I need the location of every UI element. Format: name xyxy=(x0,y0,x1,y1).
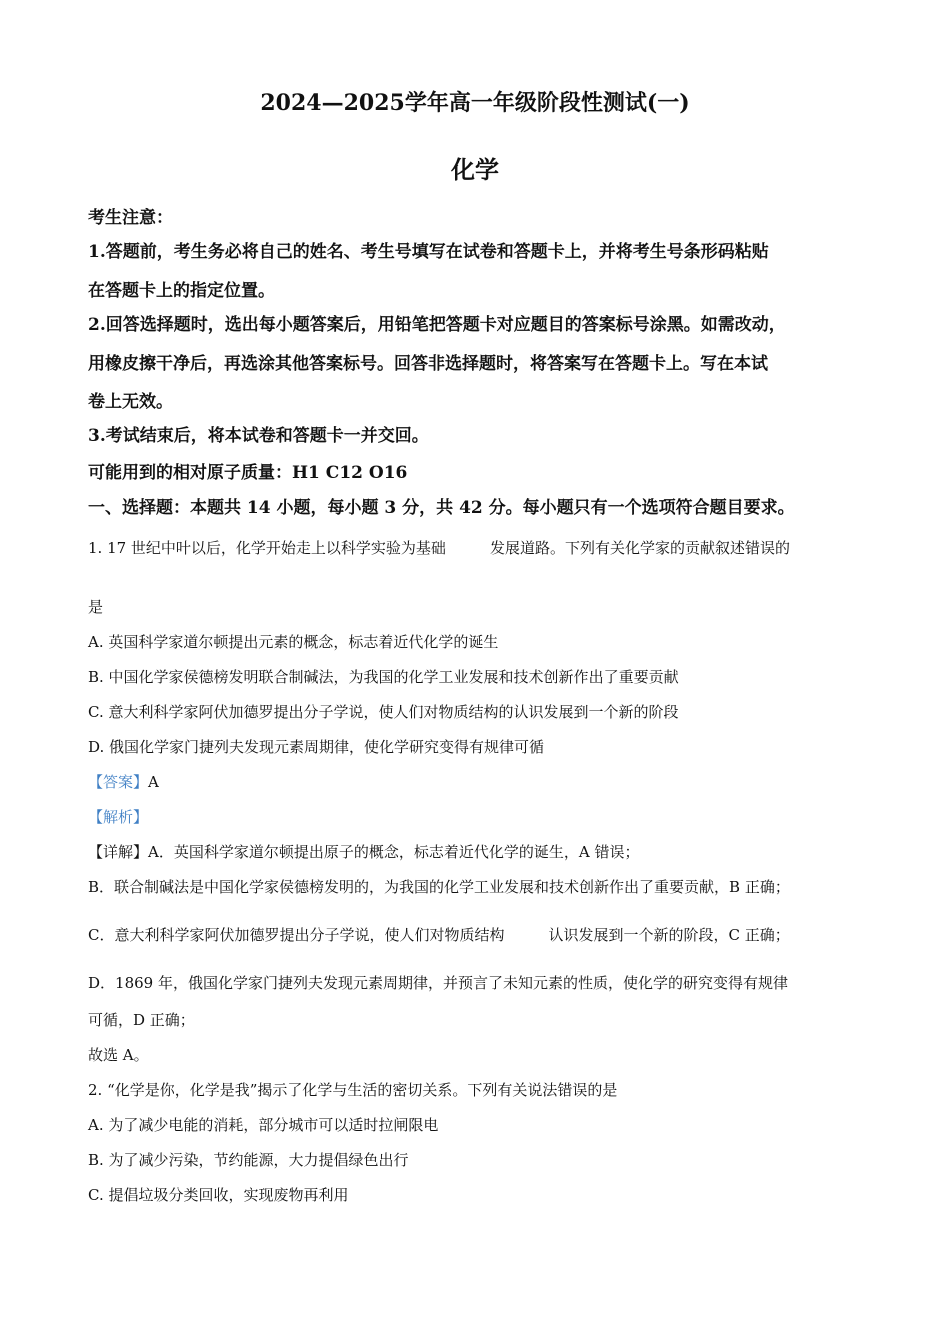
answer-tag: 【答案】 xyxy=(88,773,149,791)
q1-stem-line2: 是 xyxy=(88,598,104,616)
detail-tag: 【详解】 xyxy=(88,843,149,861)
q1-option-c: C. 意大利科学家阿伏加德罗提出分子学说，使人们对物质结构的认识发展到一个新的阶段 xyxy=(88,703,679,721)
q1-stem-part-a: 1. 17 世纪中叶以后，化学开始走上以科学实验为基础 xyxy=(88,539,446,557)
analysis-tag: 【解析】 xyxy=(88,808,149,826)
atomic-mass-line: 可能用到的相对原子质量：H1 C12 O16 xyxy=(88,463,408,483)
q2-option-a: A. 为了减少电能的消耗，部分城市可以适时拉闸限电 xyxy=(88,1116,439,1134)
q1-detail-b: B．联合制碱法是中国化学家侯德榜发明的，为我国的化学工业发展和技术创新作出了重要贡献，B 正确； xyxy=(88,878,790,896)
q1-answer-line xyxy=(88,772,159,792)
q1-detail-a-text: A．英国科学家道尔顿提出原子的概念，标志着近代化学的诞生，A 错误； xyxy=(148,843,640,861)
section-heading: 一、选择题：本题共 14 小题，每小题 3 分，共 42 分。每小题只有一个选项符合题目要求。 xyxy=(88,498,795,518)
q1-option-d: D. 俄国化学家门捷列夫发现元素周期律，使化学研究变得有规律可循 xyxy=(88,738,545,756)
q1-detail-c-part-b: 认识发展到一个新的阶段，C 正确； xyxy=(548,926,790,944)
q1-answer: A xyxy=(148,773,159,791)
q1-stem-line1 xyxy=(88,538,790,558)
q1-detail-d-line1: D．1869 年，俄国化学家门捷列夫发现元素周期律，并预言了未知元素的性质，使化学的研究变得有规律 xyxy=(88,974,788,992)
q1-detail-d-line2: 可循，D 正确； xyxy=(88,1011,195,1029)
notice-item2-line3: 卷上无效。 xyxy=(88,392,173,412)
notice-item2-line2: 用橡皮擦干净后，再选涂其他答案标号。回答非选择题时，将答案写在答题卡上。写在本试 xyxy=(88,354,768,374)
subject-title: 化学 xyxy=(451,155,499,184)
notice-item1-line1: 1.答题前，考生务必将自己的姓名、考生号填写在试卷和答题卡上，并将考生号条形码粘贴 xyxy=(88,242,769,262)
exam-title: 2024—2025学年高一年级阶段性测试(一) xyxy=(260,90,690,116)
q2-option-b: B. 为了减少污染，节约能源，大力提倡绿色出行 xyxy=(88,1151,409,1169)
notice-heading: 考生注意： xyxy=(88,208,173,228)
q1-stem-part-b: 发展道路。下列有关化学家的贡献叙述错误的 xyxy=(489,539,790,557)
q1-detail-c-part-a: C．意大利科学家阿伏加德罗提出分子学说，使人们对物质结构 xyxy=(88,926,505,944)
notice-item1-line2: 在答题卡上的指定位置。 xyxy=(88,281,275,301)
q2-stem: 2. “化学是你，化学是我”揭示了化学与生活的密切关系。下列有关说法错误的是 xyxy=(88,1081,618,1099)
q1-conclusion: 故选 A。 xyxy=(88,1046,149,1064)
q1-option-b: B. 中国化学家侯德榜发明联合制碱法，为我国的化学工业发展和技术创新作出了重要贡献 xyxy=(88,668,679,686)
notice-item3: 3.考试结束后，将本试卷和答题卡一并交回。 xyxy=(88,426,429,446)
q1-detail-a xyxy=(88,842,639,862)
notice-item2-line1: 2.回答选择题时，选出每小题答案后，用铅笔把答题卡对应题目的答案标号涂黑。如需改动， xyxy=(88,315,786,335)
q1-detail-c xyxy=(88,925,790,945)
q1-option-a: A. 英国科学家道尔顿提出元素的概念，标志着近代化学的诞生 xyxy=(88,633,499,651)
q2-option-c: C. 提倡垃圾分类回收，实现废物再利用 xyxy=(88,1186,349,1204)
